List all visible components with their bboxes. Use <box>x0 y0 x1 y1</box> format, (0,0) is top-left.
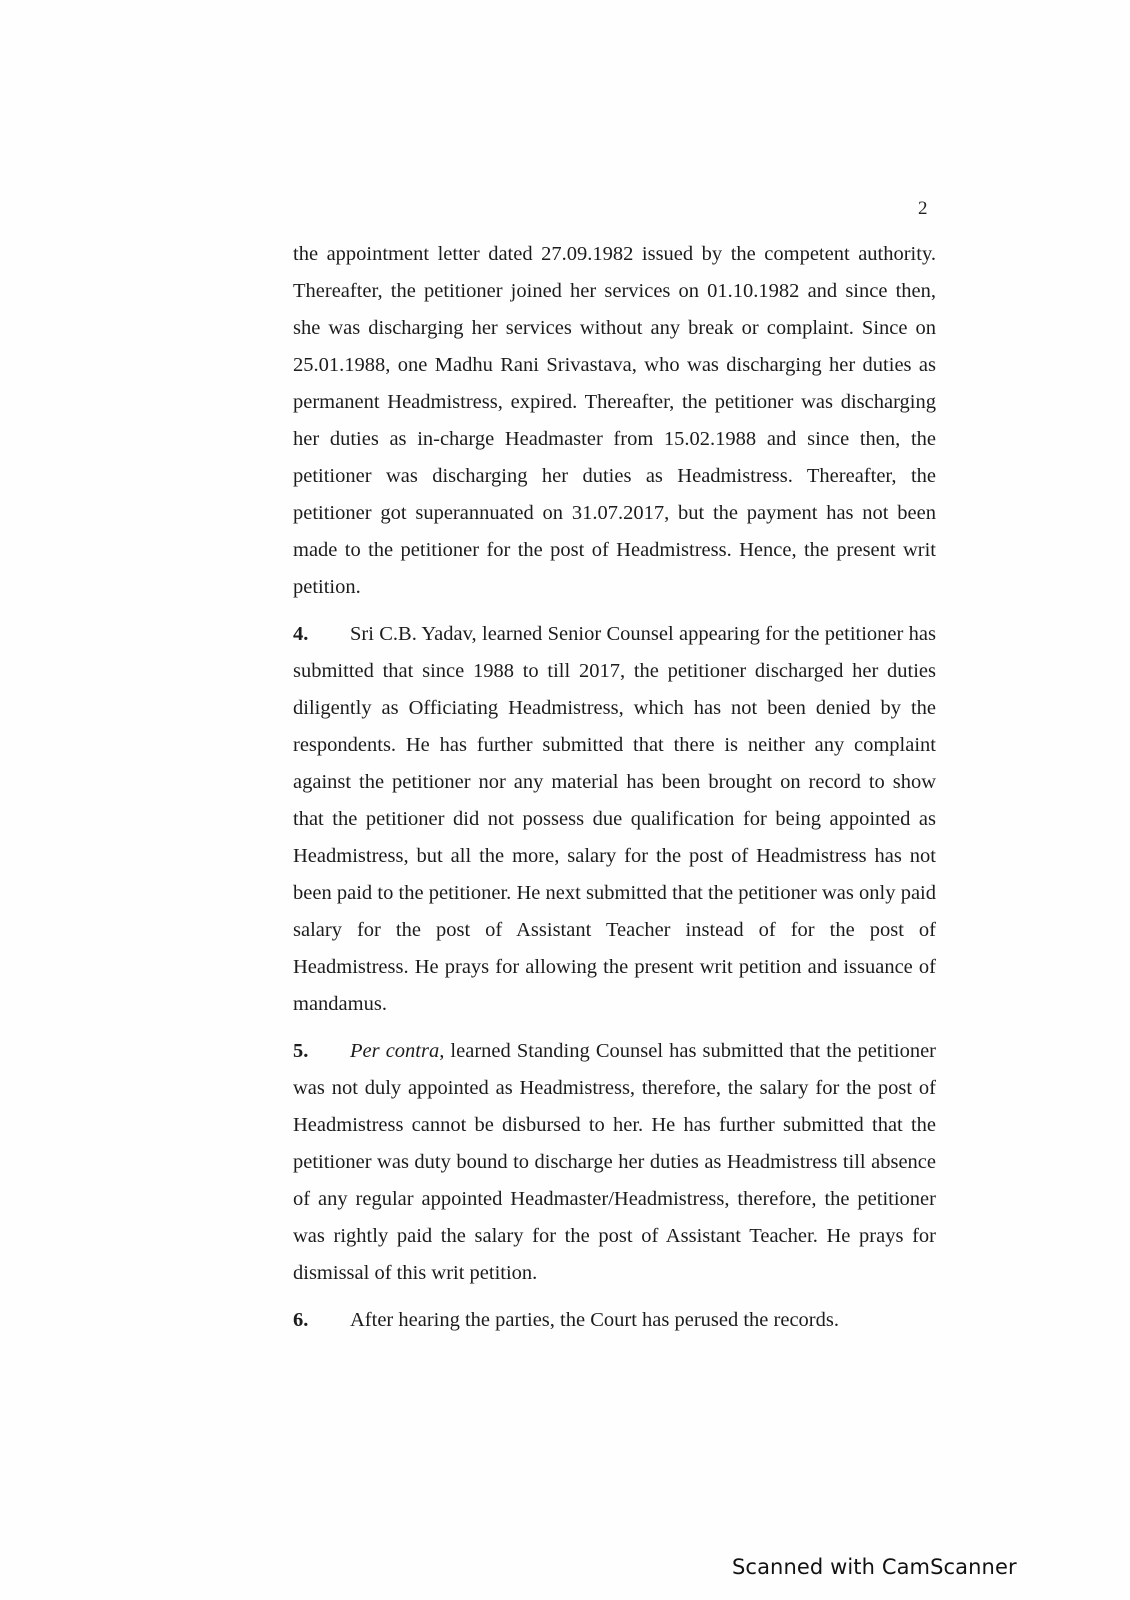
paragraph-text: Sri C.B. Yadav, learned Senior Counsel appearing for the petitioner has submitted that since 1988 to till 2017, the petitioner discharged her duties diligently as Officiating Headmistress, which has not been denied by the respondents. He has further submitted that there is neither any complaint against the petitioner nor any material has been brought on record to show that the petitioner did not possess due qualification for being appointed as Headmistress, but all the more, salary for the post of Headmistress has not been paid to the petitioner. He next submitted that the petitioner was only paid salary for the post of Assistant Teacher instead of for the post of Headmistress. He prays for allowing the present writ petition and issuance of mandamus. <box>293 623 936 1015</box>
paragraph-italic-lead: Per contra, <box>350 1040 445 1062</box>
paragraph-text: learned Standing Counsel has submitted that the petitioner was not duly appointed as Headmistress, therefore, the salary for the post of Headmistress cannot be disbursed to her. He has further submitted that the petitioner was duty bound to discharge her duties as Headmistress till absence of any regular appointed Headmaster/Headmistress, therefore, the petitioner was rightly paid the salary for the post of Assistant Teacher. He prays for dismissal of this writ petition. <box>293 1040 936 1284</box>
paragraph-6 <box>293 1302 936 1339</box>
paragraph-number: 6. <box>293 1309 309 1331</box>
judgment-body <box>293 236 936 1339</box>
paragraph-text: the appointment letter dated 27.09.1982 issued by the competent authority. Thereafter, the petitioner joined her services on 01.10.1982 and since then, she was discharging her services without any break or complaint. Since on 25.01.1988, one Madhu Rani Srivastava, who was discharging her duties as permanent Headmistress, expired. Thereafter, the petitioner was discharging her duties as in-charge Headmaster from 15.02.1988 and since then, the petitioner was discharging her duties as Headmistress. Thereafter, the petitioner got superannuated on 31.07.2017, but the payment has not been made to the petitioner for the post of Headmistress. Hence, the present writ petition. <box>293 243 936 598</box>
paragraph-number: 5. <box>293 1040 309 1062</box>
paragraph-continuation <box>293 236 936 606</box>
scanner-watermark: Scanned with CamScanner <box>732 1555 1017 1579</box>
page-number: 2 <box>918 198 928 219</box>
paragraph-5 <box>293 1033 936 1292</box>
paragraph-text: After hearing the parties, the Court has perused the records. <box>350 1309 839 1331</box>
paragraph-number: 4. <box>293 623 309 645</box>
paragraph-4 <box>293 616 936 1023</box>
